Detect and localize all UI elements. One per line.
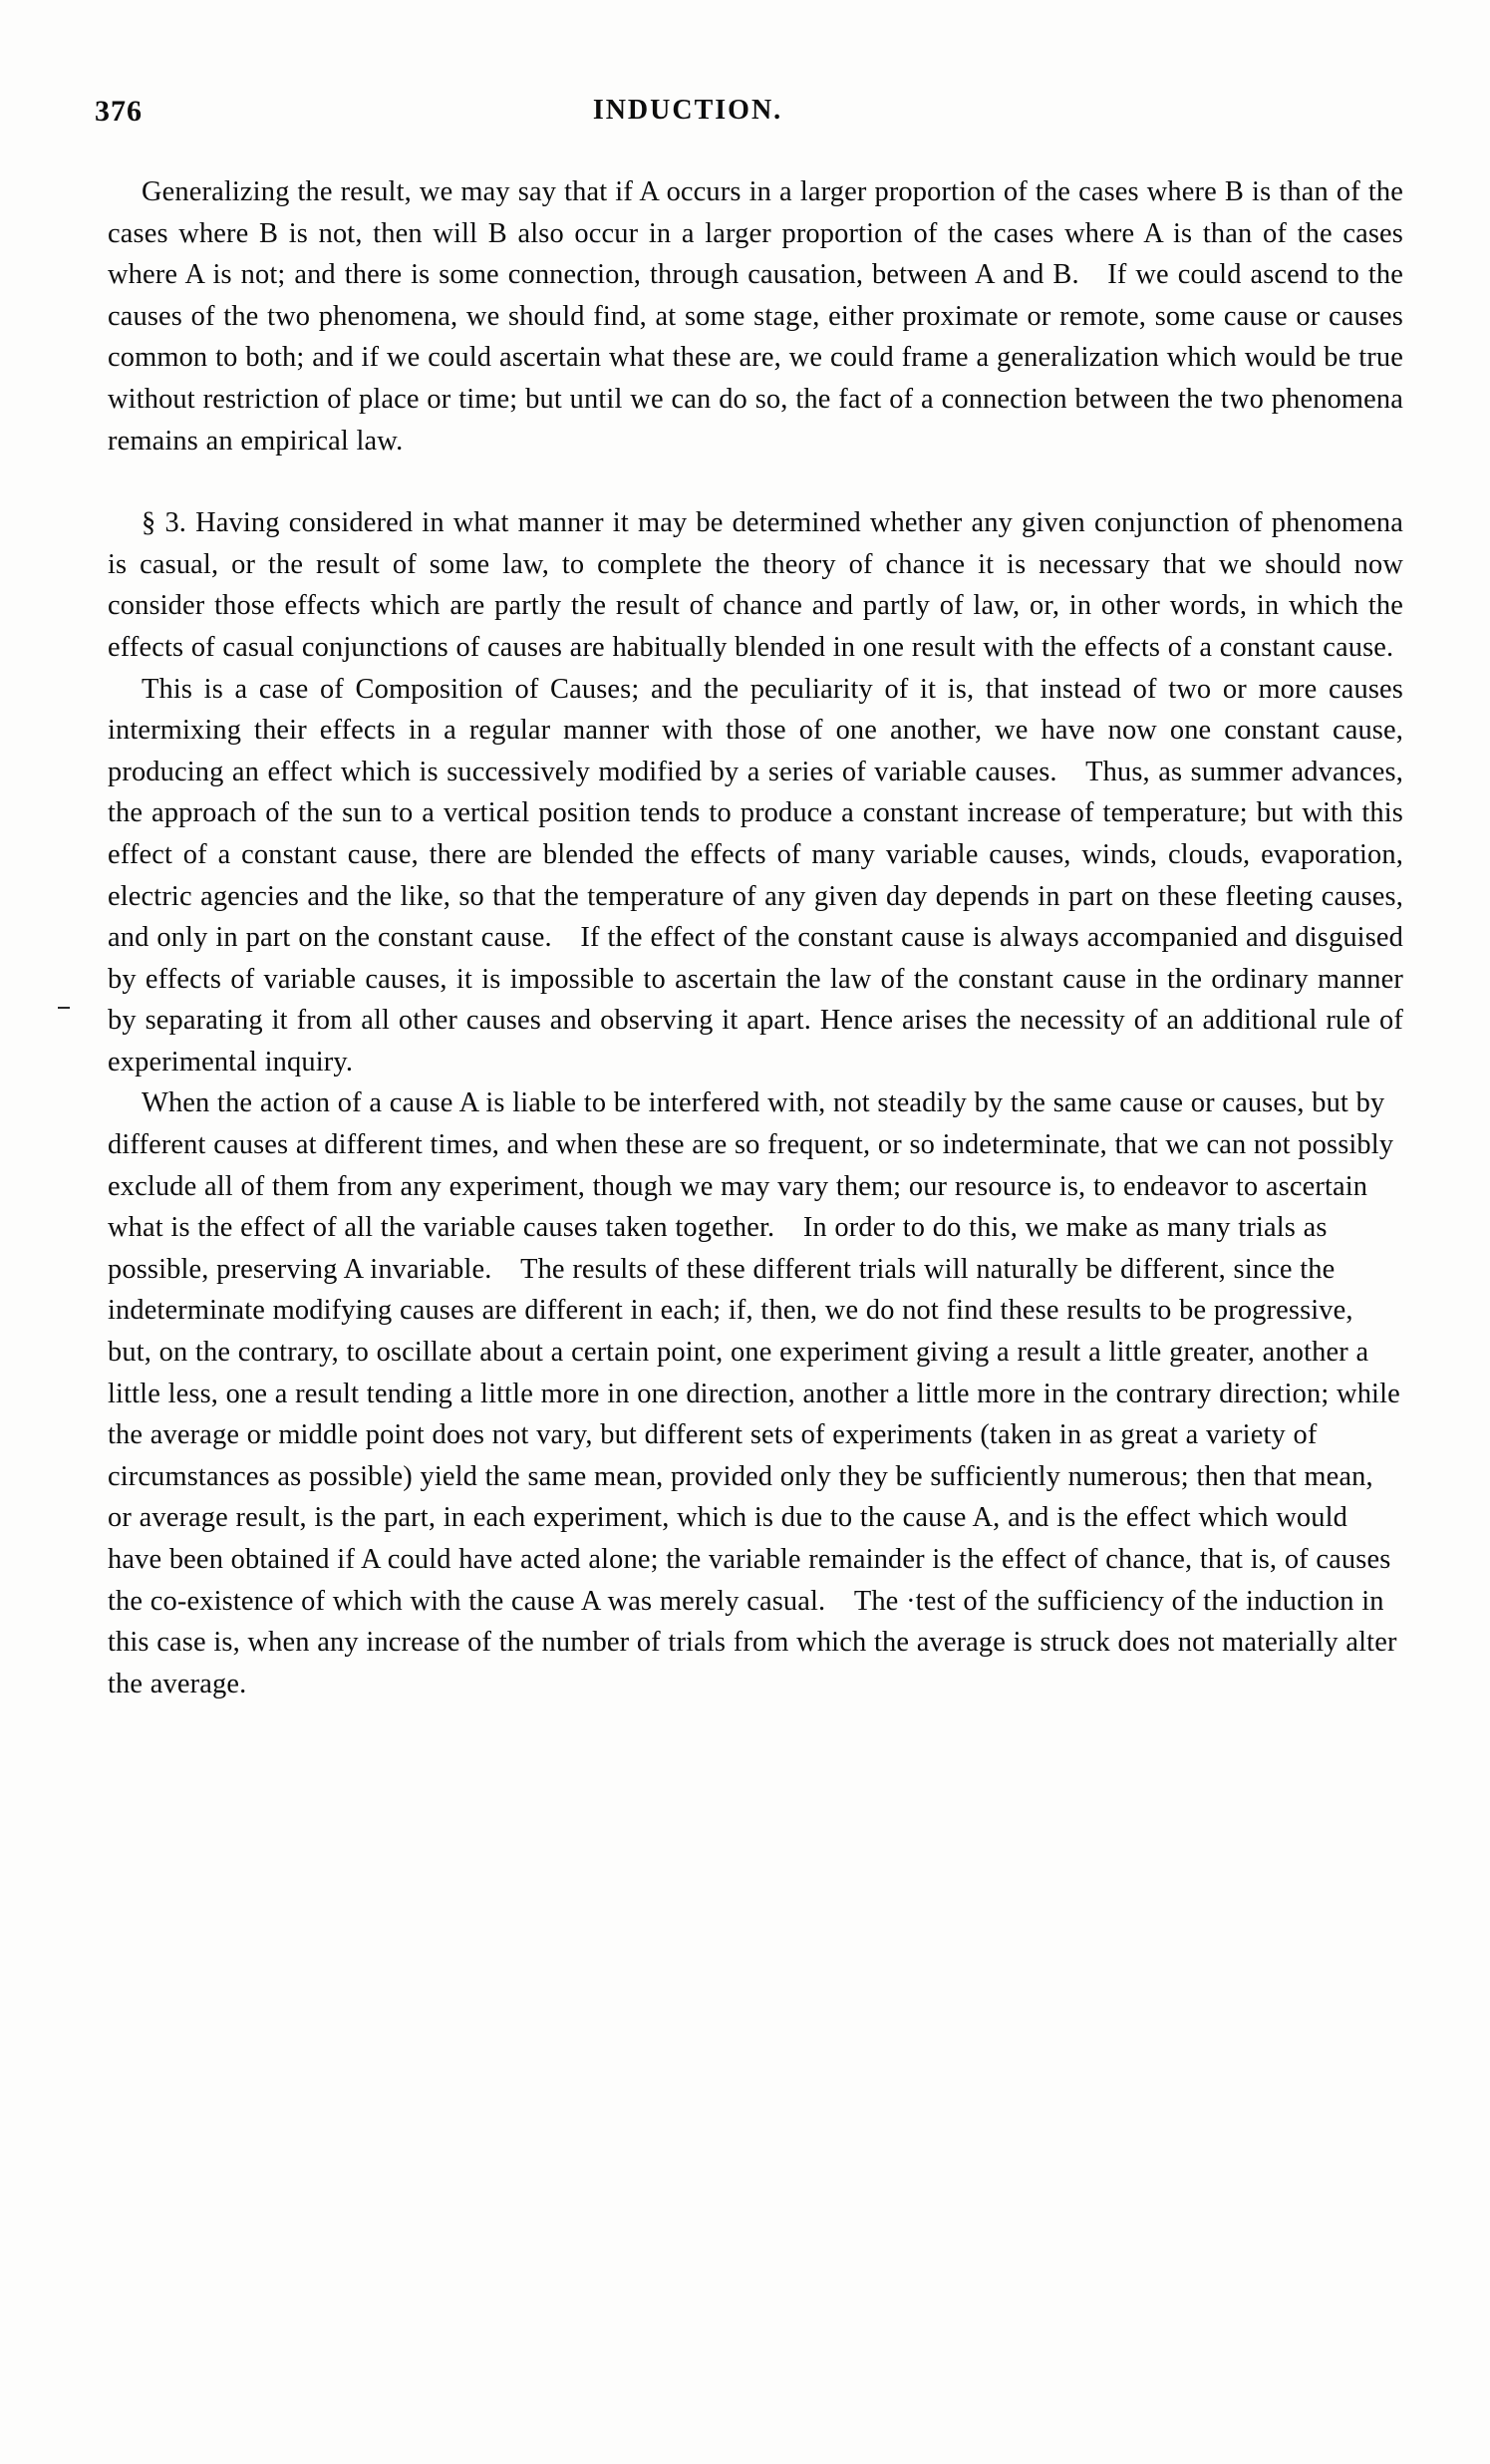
page-number: 376 [95,95,143,128]
paragraph-2-section-3: § 3. Having considered in what manner it may be determined whether any given conjunction of phenomena is casual, or the result of some law, to complete the theory of chance it is necessary that we should now consider those effects which are partly the result of chance and partly of law, or, in other words, in which the effects of casual conjunctions of causes are habitually blended in one result with the effects of a constant cause. [108,507,1403,663]
running-head: INDUCTION. [592,95,783,126]
paragraph-4: When the action of a cause A is liable to be interfered with, not steadily by the same cause or causes, but by different causes at different times, and when these are so frequent, or so indeterminate, that we can not possibly exclude all of them from any experiment, though we may vary them; our resource is, to endeavor to ascertain what is the effect of all the variable causes taken together. In order to do this, we make as many trials as possible, preserving A invariable. The results of these different trials will naturally be different, since the indeterminate modifying causes are different in each; if, then, we do not find these results to be progressive, but, on the contrary, to oscillate about a certain point, one experiment giving a result a little greater, another a little less, one a result tending a little more in one direction, another a little more in the contrary direction; while the average or middle point does not vary, but different sets of experiments (taken in as great a variety of circumstances as possible) yield the same mean, provided only they be sufficiently numerous; then that mean, or average result, is the part, in each experiment, which is due to the cause A, and is the effect which would have been obtained if A could have acted alone; the variable remainder is the effect of chance, that is, of causes the co-existence of which with the cause A was merely casual. The ·test of the sufficiency of the induction in this case is, when any increase of the number of trials from which the average is struck does not materially alter the average. [108,1087,1400,1699]
page-header [95,95,1410,135]
paragraph-3: This is a case of Composition of Causes; and the peculiarity of it is, that instead of two or more causes intermixing their effects in a regular manner with those of one another, we have now one constant cause, producing an effect which is successively modified by a series of variable causes. Thus, as summer advances, the approach of the sun to a vertical position tends to produce a constant increase of temperature; but with this effect of a constant cause, there are blended the effects of many variable causes, winds, clouds, evaporation, electric agencies and the like, so that the temperature of any given day depends in part on these fleeting causes, and only in part on the constant cause. If the effect of the constant cause is always accompanied and disguised by effects of variable causes, it is impossible to ascertain the law of the constant cause in the ordinary manner by separating it from all other causes and observing it apart. Hence arises the necessity of an additional rule of experimental inquiry. [108,673,1403,1078]
margin-tick-mark [58,1007,70,1009]
paragraph-1: Generalizing the result, we may say that if A occurs in a larger proportion of the cases where B is than of the cases where B is not, then will B also occur in a larger proportion of the cases where A is than of the cases where A is not; and there is some connection, through causation, between A and B. If we could ascend to the causes of the two phenomena, we should find, at some stage, either proximate or remote, some cause or causes common to both; and if we could ascertain what these are, we could frame a generalization which would be true without restriction of place or time; but until we can do so, the fact of a connection between the two phenomena remains an empirical law. [108,176,1403,457]
body-text-column [108,171,1403,1704]
